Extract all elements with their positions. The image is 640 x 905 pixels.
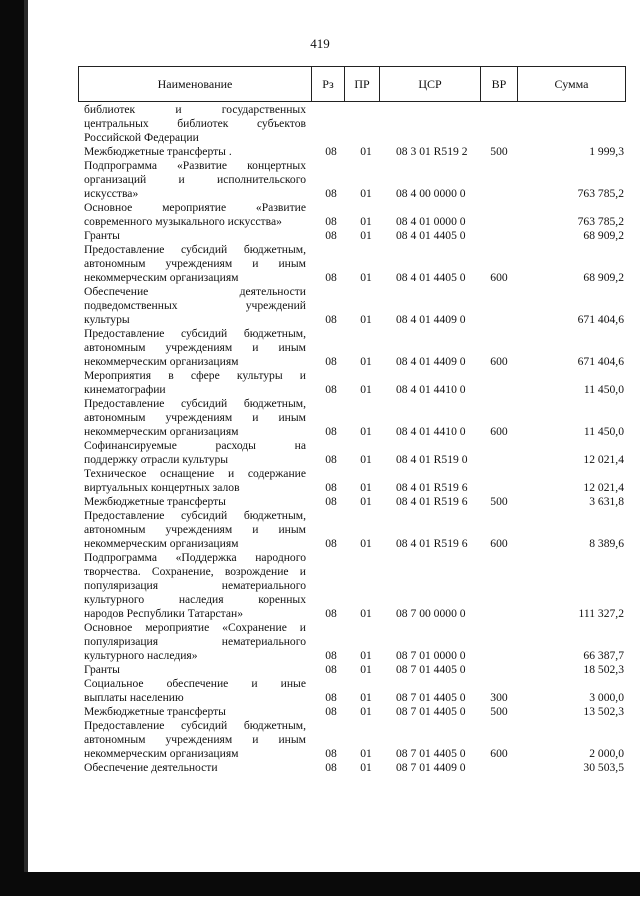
row-csr: 08 7 01 4409 0 [396,761,466,774]
row-rz: 08 [325,495,337,508]
table-row [84,509,624,551]
row-pr: 01 [360,495,372,508]
scan-left-border [0,0,24,905]
header-vr: ВР [491,77,507,91]
row-sum: 2 000,0 [589,747,624,760]
scan-bottom-border [0,872,640,896]
row-vr: 500 [490,495,508,508]
row-csr: 08 7 01 0000 0 [396,649,466,662]
row-sum: 18 502,3 [583,663,624,676]
table-row [84,159,624,201]
row-name-line: кинематографии [84,383,166,396]
row-name [84,663,306,677]
row-pr: 01 [360,355,372,368]
header-csr: ЦСР [418,77,442,91]
table-row [84,719,624,761]
row-sum: 68 909,2 [583,229,624,242]
table-row [84,663,624,677]
table-row [84,551,624,621]
row-sum: 66 387,7 [583,649,624,662]
row-name-line: Техническое оснащение и содержание [84,467,306,480]
row-name [84,327,306,369]
row-name-line: искусства» [84,187,139,200]
row-rz: 08 [325,691,337,704]
row-csr: 08 7 01 4405 0 [396,747,466,760]
row-name-line: Подпрограмма «Развитие концертных [84,159,306,172]
row-name-line: Межбюджетные трансферты . [84,145,232,158]
row-rz: 08 [325,761,337,774]
header-pr: ПР [354,77,370,91]
row-pr: 01 [360,215,372,228]
table-row [84,677,624,705]
row-name-line: культурного наследия» [84,649,198,662]
row-sum: 12 021,4 [583,453,624,466]
row-pr: 01 [360,481,372,494]
row-pr: 01 [360,313,372,326]
row-sum: 11 450,0 [583,425,624,438]
row-sum: 763 785,2 [577,215,624,228]
row-pr: 01 [360,383,372,396]
row-name [84,285,306,327]
row-name-line: Основное мероприятие «Сохранение и [84,621,306,634]
header-rz: Рз [322,77,334,91]
row-sum: 763 785,2 [577,187,624,200]
row-csr: 08 4 01 R519 6 [396,537,468,550]
table-row [84,103,624,145]
row-rz: 08 [325,537,337,550]
row-sum: 3 631,8 [589,495,624,508]
row-name-line: автономным учреждениям и иным [84,411,306,424]
row-sum: 671 404,6 [577,313,624,326]
row-vr: 600 [490,271,508,284]
row-pr: 01 [360,761,372,774]
table-row [84,201,624,229]
row-name-line: центральных библиотек субъектов [84,117,306,130]
row-name-line: Предоставление субсидий бюджетным, [84,327,306,340]
row-name-line: Обеспечение деятельности [84,285,306,298]
table-row [84,621,624,663]
row-rz: 08 [325,663,337,676]
row-sum: 3 000,0 [589,691,624,704]
row-name-line: библиотек и государственных [84,103,306,116]
row-csr: 08 4 01 4409 0 [396,355,466,368]
row-name-line: Предоставление субсидий бюджетным, [84,243,306,256]
row-rz: 08 [325,705,337,718]
row-csr: 08 7 00 0000 0 [396,607,466,620]
row-name [84,705,306,719]
row-name-line: Софинансируемые расходы на [84,439,306,452]
row-pr: 01 [360,453,372,466]
scan-bottom-margin [0,896,640,905]
row-name [84,439,306,467]
row-name-line: подведомственных учреждений [84,299,306,312]
row-sum: 8 389,6 [589,537,624,550]
row-name [84,761,306,775]
row-rz: 08 [325,649,337,662]
row-vr: 500 [490,705,508,718]
row-pr: 01 [360,705,372,718]
row-name-line: Межбюджетные трансферты [84,495,226,508]
row-name [84,229,306,243]
row-rz: 08 [325,481,337,494]
header-sum: Сумма [554,77,589,91]
row-pr: 01 [360,747,372,760]
row-name [84,145,306,159]
table-row [84,705,624,719]
row-name [84,509,306,551]
row-name [84,369,306,397]
row-pr: 01 [360,607,372,620]
row-name-line: виртуальных концертных залов [84,481,240,494]
row-vr: 300 [490,691,508,704]
row-name-line: культуры [84,313,130,326]
table-row [84,397,624,439]
row-pr: 01 [360,691,372,704]
table-row [84,327,624,369]
row-rz: 08 [325,425,337,438]
row-name-line: Гранты [84,663,120,676]
row-name [84,159,306,201]
row-name [84,103,306,145]
row-sum: 11 450,0 [583,383,624,396]
row-name [84,677,306,705]
row-pr: 01 [360,537,372,550]
row-pr: 01 [360,187,372,200]
row-rz: 08 [325,271,337,284]
row-name-line: некоммерческим организациям [84,271,239,284]
row-name-line: Подпрограмма «Поддержка народного [84,551,306,564]
row-csr: 08 4 01 R519 6 [396,495,468,508]
row-csr: 08 4 01 R519 6 [396,481,468,494]
row-name-line: некоммерческим организациям [84,747,239,760]
row-name-line: некоммерческим организациям [84,425,239,438]
row-csr: 08 4 01 4410 0 [396,425,466,438]
row-sum: 13 502,3 [583,705,624,718]
row-name-line: популяризация нематериального [84,635,306,648]
row-pr: 01 [360,271,372,284]
row-csr: 08 4 01 4409 0 [396,313,466,326]
row-pr: 01 [360,145,372,158]
row-name-line: Межбюджетные трансферты [84,705,226,718]
row-csr: 08 4 01 4410 0 [396,383,466,396]
row-rz: 08 [325,355,337,368]
row-rz: 08 [325,747,337,760]
row-name-line: выплаты населению [84,691,184,704]
row-name-line: культурного наследия коренных [84,593,306,606]
row-name-line: Предоставление субсидий бюджетным, [84,719,306,732]
row-csr: 08 3 01 R519 2 [396,145,468,158]
scan-left-border-shadow [24,0,28,905]
row-name-line: некоммерческим организациям [84,355,239,368]
row-rz: 08 [325,187,337,200]
row-pr: 01 [360,425,372,438]
table-header [78,66,626,102]
row-name-line: Предоставление субсидий бюджетным, [84,397,306,410]
row-vr: 600 [490,537,508,550]
row-name [84,551,306,621]
row-csr: 08 7 01 4405 0 [396,663,466,676]
page-number: 419 [310,36,330,51]
row-sum: 30 503,5 [583,761,624,774]
row-rz: 08 [325,383,337,396]
row-name [84,201,306,229]
row-pr: 01 [360,649,372,662]
row-vr: 600 [490,355,508,368]
row-sum: 12 021,4 [583,481,624,494]
row-name-line: автономным учреждениям и иным [84,523,306,536]
row-name [84,243,306,285]
table-row [84,145,624,159]
row-csr: 08 4 01 0000 0 [396,215,466,228]
row-name-line: поддержку отрасли культуры [84,453,229,466]
row-name [84,621,306,663]
row-name-line: организаций и исполнительского [84,173,306,186]
row-rz: 08 [325,215,337,228]
row-vr: 600 [490,747,508,760]
table-row [84,467,624,495]
row-name-line: творчества. Сохранение, возрождение и [84,565,306,578]
row-pr: 01 [360,229,372,242]
table-row [84,369,624,397]
row-name-line: автономным учреждениям и иным [84,341,306,354]
row-rz: 08 [325,607,337,620]
row-rz: 08 [325,453,337,466]
row-name-line: автономным учреждениям и иным [84,257,306,270]
row-name [84,495,306,509]
row-csr: 08 4 00 0000 0 [396,187,466,200]
row-name [84,467,306,495]
table-row [84,229,624,243]
row-csr: 08 7 01 4405 0 [396,691,466,704]
table-row [84,439,624,467]
row-name-line: популяризация нематериального [84,579,306,592]
row-pr: 01 [360,663,372,676]
header-name: Наименование [157,77,233,91]
row-name-line: Социальное обеспечение и иные [84,677,306,690]
row-name [84,719,306,761]
row-csr: 08 4 01 4405 0 [396,271,466,284]
row-name-line: народов Республики Татарстан» [84,607,244,620]
row-csr: 08 7 01 4405 0 [396,705,466,718]
row-sum: 671 404,6 [577,355,624,368]
row-name-line: Российской Федерации [84,131,199,144]
table-row [84,243,624,285]
row-name-line: автономным учреждениям и иным [84,733,306,746]
table-row [84,285,624,327]
row-name-line: Обеспечение деятельности [84,761,218,774]
row-csr: 08 4 01 R519 0 [396,453,468,466]
row-sum: 111 327,2 [578,607,624,620]
row-rz: 08 [325,313,337,326]
table-row [84,495,624,509]
row-name-line: некоммерческим организациям [84,537,239,550]
row-vr: 500 [490,145,508,158]
row-name-line: Гранты [84,229,120,242]
row-rz: 08 [325,229,337,242]
row-vr: 600 [490,425,508,438]
table-row [84,761,624,775]
row-name-line: Мероприятия в сфере культуры и [84,369,306,382]
row-name-line: современного музыкального искусства» [84,215,282,228]
row-rz: 08 [325,145,337,158]
row-sum: 68 909,2 [583,271,624,284]
row-name-line: Основное мероприятие «Развитие [84,201,306,214]
row-name-line: Предоставление субсидий бюджетным, [84,509,306,522]
row-csr: 08 4 01 4405 0 [396,229,466,242]
row-name [84,397,306,439]
row-sum: 1 999,3 [589,145,624,158]
